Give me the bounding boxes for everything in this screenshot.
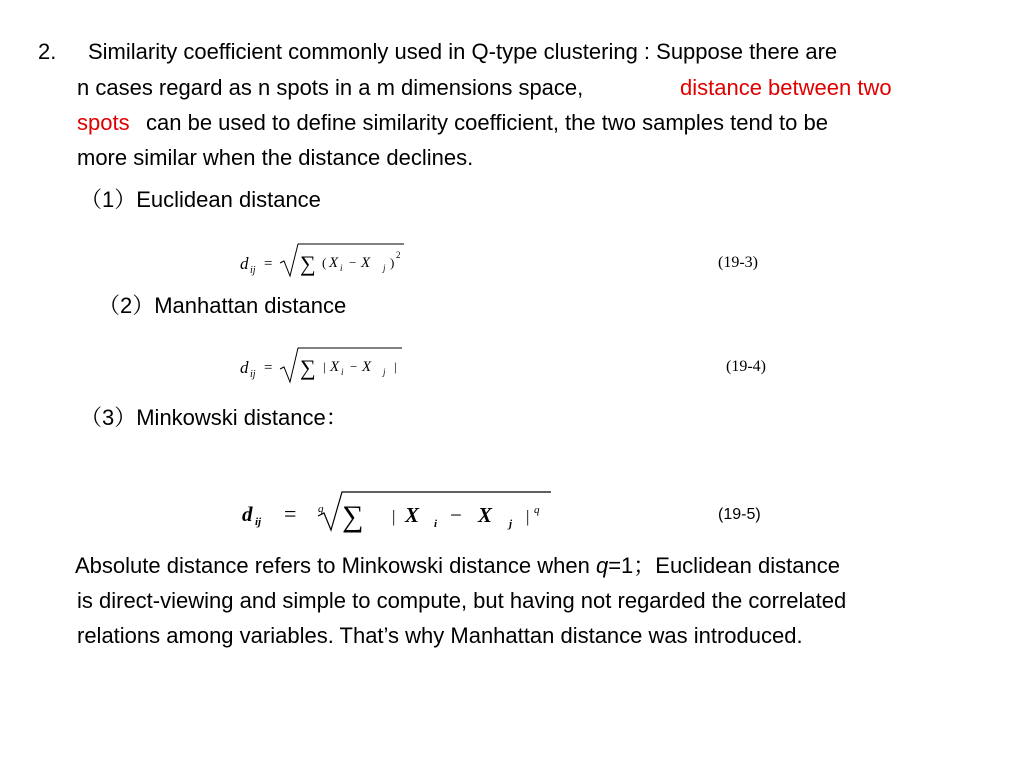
point-2-line-3: can be used to define similarity coefficient, the two samples tend to be (146, 110, 828, 135)
formula-d: d (240, 254, 249, 273)
formula-x-i: X (330, 359, 340, 375)
formula-ij: ij (250, 369, 256, 380)
closing-line-1-text: Absolute distance refers to Minkowski distance when (75, 553, 590, 578)
formula-d: d (242, 502, 253, 526)
formula-sub-j: j (383, 367, 386, 377)
closing-line-1 (75, 548, 840, 584)
equation-number-19-3: (19-3) (718, 254, 758, 271)
formula-sum: ∑ (342, 500, 364, 533)
formula-abs-left: | (392, 507, 396, 526)
formula-x-i: X (329, 255, 339, 271)
closing-line-3: relations among variables. That’s why Manhattan distance was introduced. (77, 623, 803, 648)
formula-sub-i: i (434, 518, 438, 530)
formula-x-j: X (362, 359, 372, 375)
formula-x-i: X (405, 503, 420, 527)
formula-sub-i: i (341, 367, 344, 377)
closing-variable-q: q (595, 553, 609, 578)
point-2-line-4: more similar when the distance declines. (77, 145, 474, 170)
point-2-line-1: Similarity coefficient commonly used in Q-type clustering : Suppose there are (88, 39, 838, 64)
formula-euclidean (236, 236, 416, 280)
formula-abs-right: | (394, 359, 397, 374)
equation-number-19-4: (19-4) (726, 358, 766, 375)
formula-d: d (240, 358, 249, 377)
formula-equals: = (264, 256, 273, 272)
formula-root-q: q (318, 503, 324, 515)
formula-rparen: ) (390, 255, 395, 270)
formula-equals: = (264, 360, 273, 376)
formula-manhattan (236, 342, 416, 386)
formula-sum: ∑ (300, 251, 316, 276)
formula-abs-left: | (323, 359, 326, 374)
formula-x-j: X (361, 255, 371, 271)
highlight-spots: spots (77, 110, 130, 135)
item-minkowski-label: （3）Minkowski distance： (80, 405, 348, 430)
equation-number-19-5: (19-5) (718, 506, 761, 523)
formula-minus: − (350, 359, 358, 374)
formula-minkowski (238, 486, 568, 536)
point-2-line-2 (77, 70, 583, 106)
formula-sub-j: j (509, 518, 513, 530)
formula-square: 2 (396, 250, 401, 260)
formula-minus: − (450, 503, 462, 527)
closing-line-2: is direct-viewing and simple to compute, but having not regarded the correlated (77, 588, 847, 613)
formula-x-j: X (478, 503, 493, 527)
formula-sub-j: j (383, 263, 386, 273)
highlight-distance-between-two: distance between two (680, 75, 892, 100)
formula-minus: − (349, 255, 357, 270)
formula-equals: = (284, 501, 297, 526)
formula-ij: ij (250, 265, 256, 276)
formula-sum: ∑ (300, 355, 316, 380)
formula-sub-i: i (340, 263, 343, 273)
closing-line-1-tail: =1；Euclidean distance (608, 553, 840, 578)
formula-lparen: ( (322, 255, 327, 270)
point-2-line-2-text: n cases regard as n spots in a m dimensions space, (77, 75, 584, 100)
formula-power-q: q (534, 504, 540, 516)
point-number: 2. (38, 39, 57, 64)
formula-abs-right: | (526, 507, 530, 526)
formula-ij: ij (255, 516, 262, 528)
item-euclidean-label: （1）Euclidean distance (80, 187, 321, 212)
item-manhattan-label: （2）Manhattan distance (98, 293, 347, 318)
